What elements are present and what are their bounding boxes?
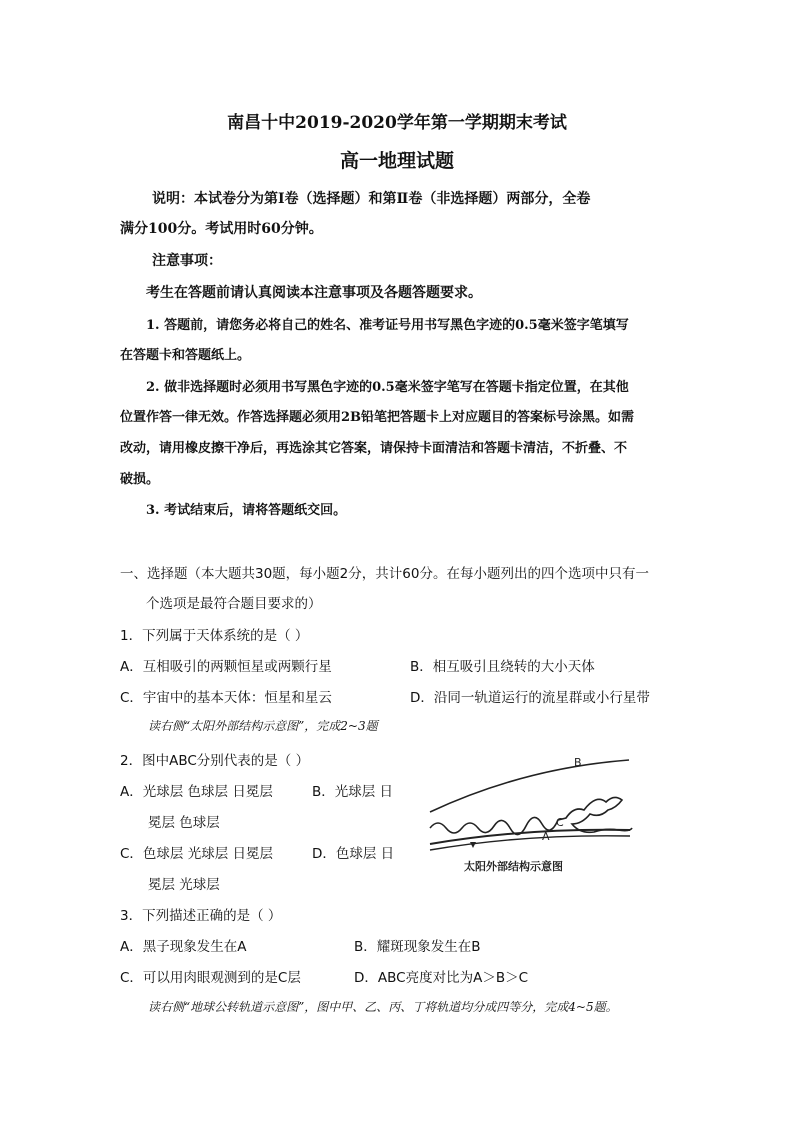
option-b: B．光球层 日 (312, 784, 394, 800)
exam-subtitle: 高一地理试题 (339, 150, 454, 172)
reading-note: 读右侧“地球公转轨道示意图”，图中甲、乙、丙、丁将轨道均分成四等分，完成4~5题。 (148, 1000, 618, 1014)
exam-title: 南昌十中2019-2020学年第一学期期末考试 (227, 113, 567, 133)
option-d: D．沿同一轨道运行的流星群或小行星带 (410, 690, 650, 706)
label-c: C (556, 816, 564, 829)
option-a: A．黑子现象发生在A (120, 939, 247, 955)
option-c: C．宇宙中的基本天体：恒星和星云 (120, 690, 332, 706)
figure-caption: 太阳外部结构示意图 (464, 860, 563, 873)
option-d: D．色球层 日 (312, 846, 395, 862)
instruction-item-2-cont: 改动，请用橡皮擦干净后，再选涂其它答案，请保持卡面清洁和答题卡清洁，不折叠、不 (120, 441, 628, 456)
option-c: C．可以用肉眼观测到的是C层 (120, 970, 301, 986)
reading-note: 读右侧“太阳外部结构示意图”，完成2~3题 (148, 719, 378, 733)
option-b: B．相互吸引且绕转的大小天体 (410, 659, 595, 675)
instruction-item-1: 1. 答题前，请您务必将自己的姓名、准考证号用书写黑色字迹的0.5毫米签字笔填写 (146, 318, 629, 333)
question-stem: 3．下列描述正确的是（ ） (120, 908, 282, 924)
photosphere-arc (430, 830, 630, 844)
photosphere-inner-arc (430, 836, 630, 850)
intro-line: 满分100分。考试用时60分钟。 (120, 221, 323, 237)
option-d: D．ABC亮度对比为A＞B＞C (354, 970, 529, 986)
section-heading-line: 个选项是最符合题目要求的） (146, 596, 322, 612)
instruction-item-3: 3. 考试结束后，请将答题纸交回。 (146, 503, 347, 518)
option-b: B．耀斑现象发生在B (354, 939, 481, 955)
corona-arc (430, 760, 629, 812)
question-stem: 2．图中ABC分别代表的是（ ） (120, 753, 310, 769)
instruction-item-2: 2. 做非选择题时必须用书写黑色字迹的0.5毫米签字笔写在答题卡指定位置，在其他 (146, 380, 629, 395)
option-a: A．互相吸引的两颗恒星或两颗行星 (120, 659, 332, 675)
option-a: A．光球层 色球层 日冕层 (120, 784, 273, 800)
option-c: C．色球层 光球层 日冕层 (120, 846, 274, 862)
option-d-cont: 冕层 光球层 (148, 877, 220, 893)
label-b: B (574, 756, 582, 769)
instruction-item-1-cont: 在答题卡和答题纸上。 (120, 348, 251, 363)
notice-label: 注意事项： (152, 253, 222, 269)
option-b-cont: 冕层 色球层 (148, 815, 220, 831)
question-stem: 1．下列属于天体系统的是（ ） (120, 628, 309, 644)
intro-line: 说明：本试卷分为第Ⅰ卷（选择题）和第Ⅱ卷（非选择题）两部分，全卷 (152, 191, 591, 207)
instruction-item-2-cont: 破损。 (120, 472, 160, 487)
notice-main: 考生在答题前请认真阅读本注意事项及各题答题要求。 (146, 285, 482, 301)
label-a: A (542, 830, 550, 843)
section-heading-line: 一、选择题（本大题共30题，每小题2分，共计60分。在每小题列出的四个选项中只有一 (120, 566, 649, 582)
sunspot-icon (470, 842, 476, 848)
instruction-item-2-cont: 位置作答一律无效。作答选择题必须用2B铅笔把答题卡上对应题目的答案标号涂黑。如需 (120, 410, 635, 425)
sun-structure-figure (424, 748, 634, 880)
